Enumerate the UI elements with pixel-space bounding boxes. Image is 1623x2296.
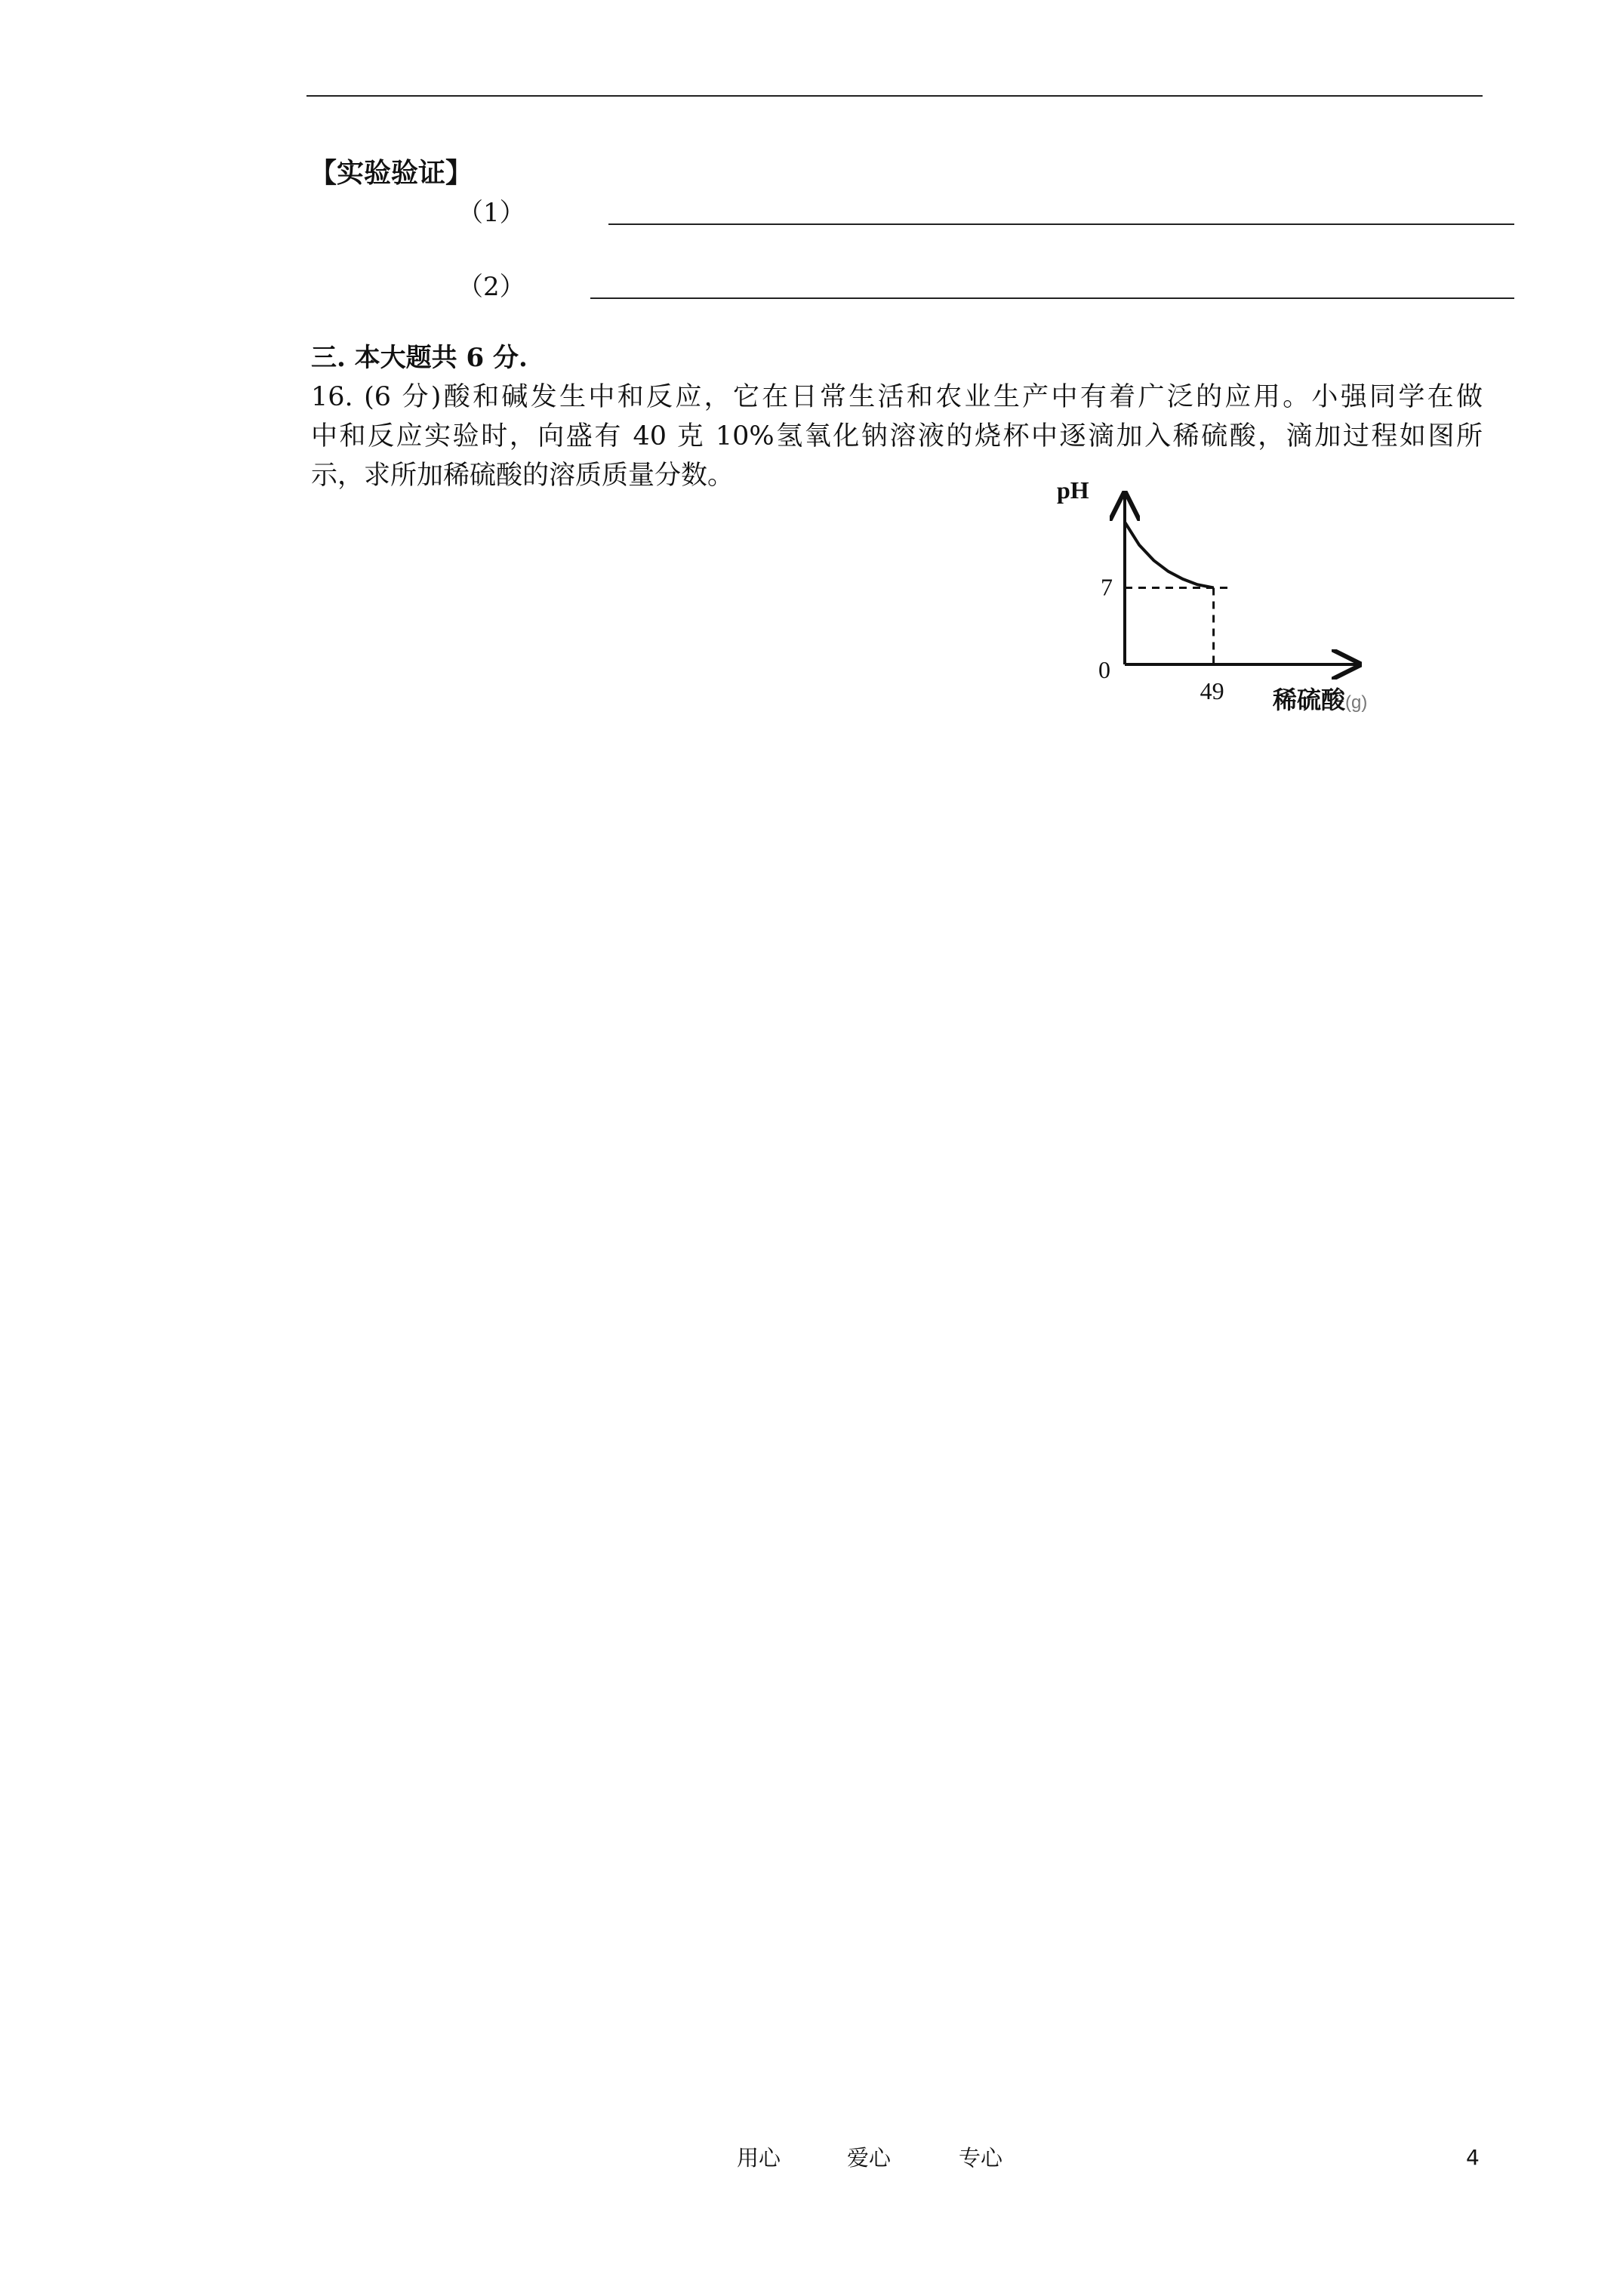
x-axis-label-text: 稀硫酸	[1273, 686, 1346, 713]
answer-blank-1[interactable]	[608, 223, 1514, 225]
verification-heading: 【实验验证】	[310, 157, 473, 189]
page-number: 4	[1466, 2145, 1480, 2170]
footer-item-2: 爱心	[847, 2145, 892, 2171]
answer-label-1: （1）	[457, 198, 525, 228]
origin-label: 0	[1098, 656, 1110, 683]
x-axis-unit: (g)	[1345, 692, 1368, 713]
answer-line-1	[457, 198, 1514, 228]
footer-item-1: 用心	[737, 2145, 781, 2171]
answer-label-2: （2）	[457, 272, 525, 302]
footer-item-3: 专心	[959, 2145, 1003, 2171]
y-tick-label: 7	[1101, 573, 1113, 601]
question-line-1: 16. (6 分)酸和碱发生中和反应，它在日常生活和农业生产中有着广泛的应用。小强同学在做	[311, 382, 1483, 412]
ph-curve	[1125, 522, 1214, 588]
question-line-2: 中和反应实验时，向盛有 40 克 10%氢氧化钠溶液的烧杯中逐滴加入稀硫酸，滴加过程如图所	[311, 421, 1483, 451]
section-title: 三. 本大题共 6 分.	[311, 343, 528, 373]
answer-blank-2[interactable]	[590, 297, 1514, 299]
header-rule	[306, 95, 1483, 97]
y-axis-label: pH	[1057, 476, 1089, 504]
answer-line-2	[457, 272, 1514, 302]
ph-chart	[1042, 476, 1404, 717]
x-tick-label: 49	[1200, 677, 1224, 704]
question-line-3: 示，求所加稀硫酸的溶质质量分数。	[311, 461, 735, 491]
x-axis-label	[1272, 686, 1367, 713]
